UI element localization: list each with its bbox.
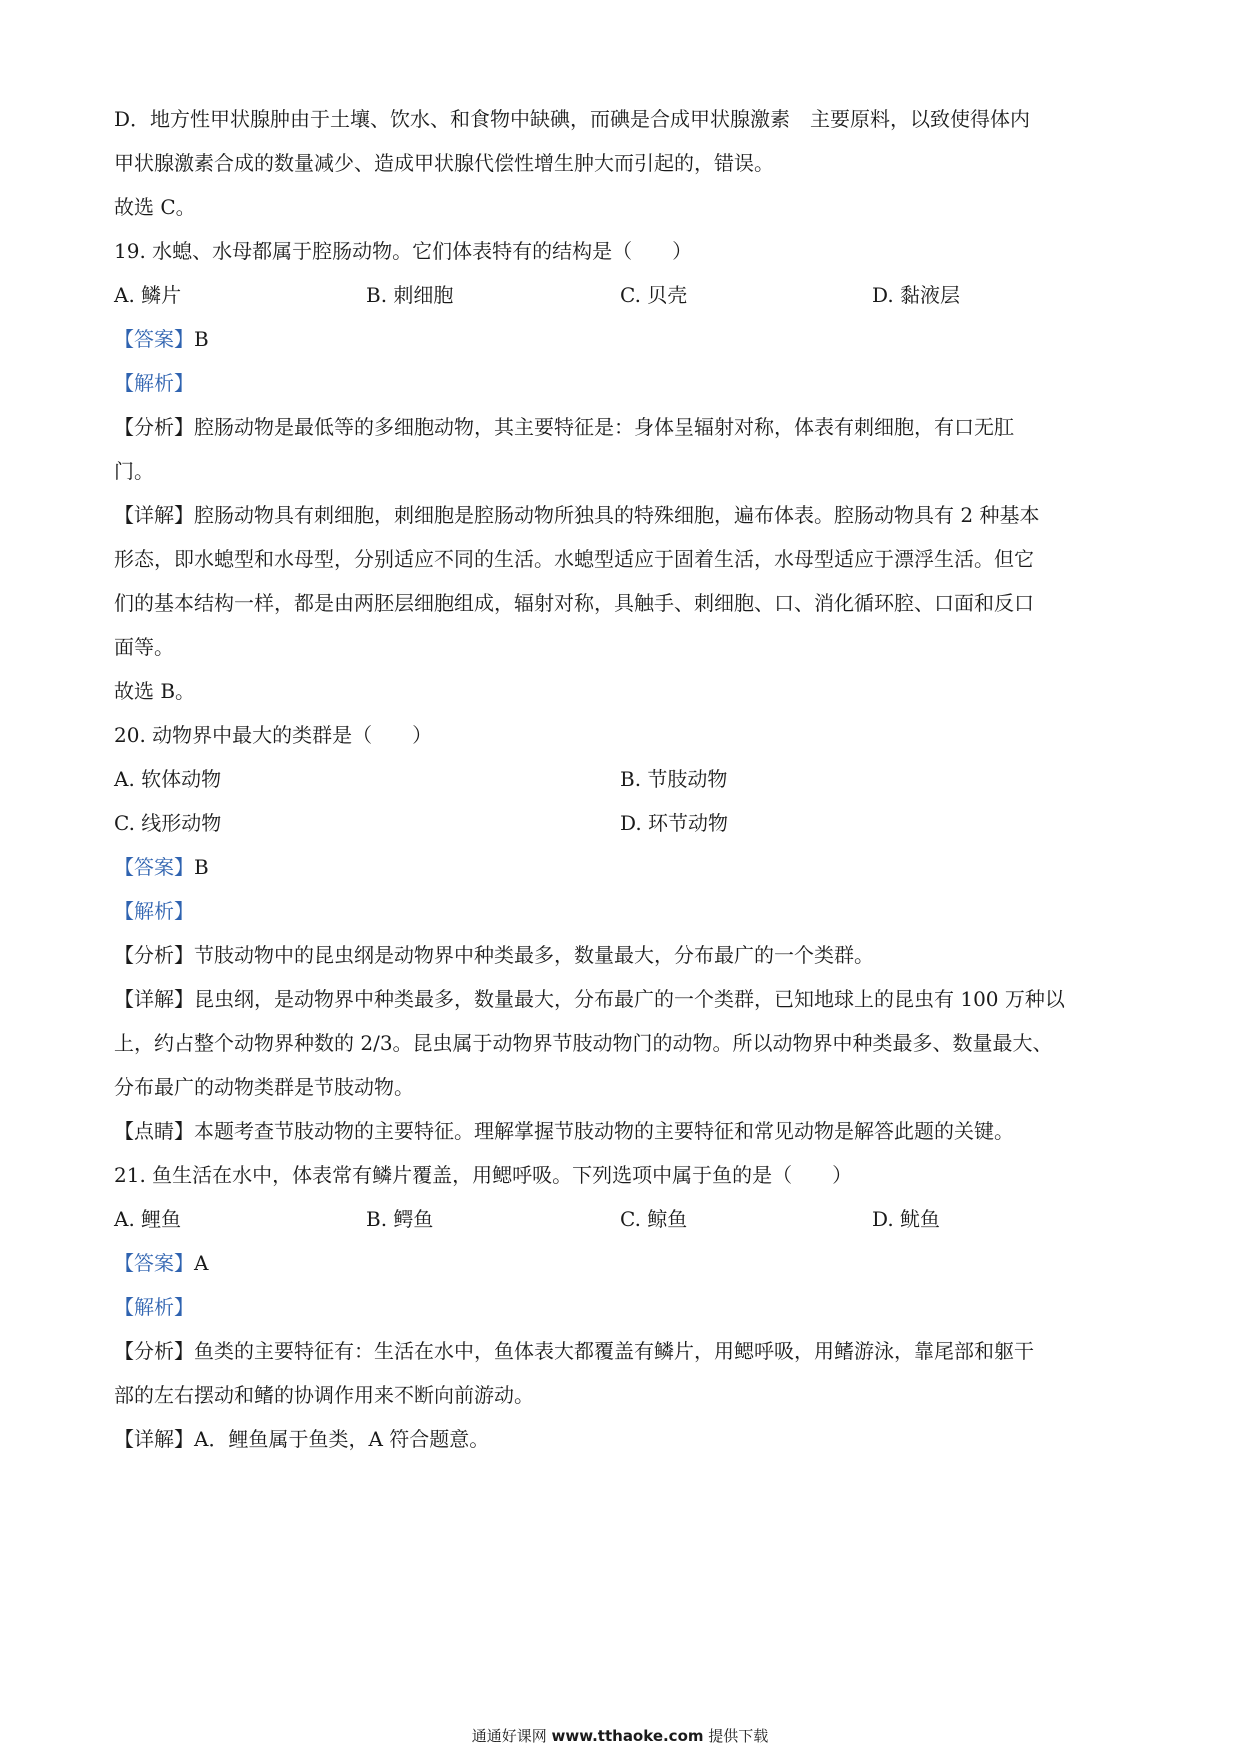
q19-option-a: A. 鳞片: [114, 283, 182, 307]
q20-option-a: A. 软体动物: [114, 767, 222, 791]
q20-dianjing: [114, 1116, 1014, 1146]
answer-tag: 【答案】: [114, 1251, 194, 1275]
fenxi-tag: 【分析】: [114, 943, 194, 967]
xiangjie-tag: 【详解】: [114, 1427, 194, 1451]
xiangjie-text: A．鲤鱼属于鱼类，A 符合题意。: [194, 1427, 490, 1451]
question-21: 21. 鱼生活在水中，体表常有鳞片覆盖，用鳃呼吸。下列选项中属于鱼的是（ ）: [114, 1163, 853, 1187]
answer-tag: 【答案】: [114, 855, 194, 879]
q20-analysis-tag: 【解析】: [114, 899, 194, 923]
xiangjie-text: 昆虫纲，是动物界中种类最多，数量最大，分布最广的一个类群，已知地球上的昆虫有 100 万种以: [194, 987, 1065, 1011]
footer-link[interactable]: www.tthaoke.com: [551, 1727, 704, 1745]
text-line: 形态，即水螅型和水母型，分别适应不同的生活。水螅型适应于固着生活，水母型适应于漂浮生活。但它: [114, 547, 1034, 571]
text-line: 面等。: [114, 635, 174, 659]
dianjing-text: 本题考查节肢动物的主要特征。理解掌握节肢动物的主要特征和常见动物是解答此题的关键。: [194, 1119, 1014, 1143]
q21-analysis-tag: 【解析】: [114, 1295, 194, 1319]
text-line: D．地方性甲状腺肿由于土壤、饮水、和食物中缺碘，而碘是合成甲状腺激素 主要原料，以致使得体内: [114, 107, 1031, 131]
fenxi-text: 腔肠动物是最低等的多细胞动物，其主要特征是：身体呈辐射对称，体表有刺细胞，有口无肛: [194, 415, 1014, 439]
text-line: 故选 C。: [114, 195, 196, 219]
q19-xiangjie: [114, 500, 1039, 530]
q21-option-b: B. 鳄鱼: [366, 1207, 434, 1231]
answer-value: A: [194, 1251, 209, 1275]
q20-option-d: D. 环节动物: [620, 811, 729, 835]
fenxi-tag: 【分析】: [114, 415, 194, 439]
q21-option-c: C. 鲸鱼: [620, 1207, 688, 1231]
answer-value: B: [194, 855, 209, 879]
q19-answer: [114, 324, 209, 354]
xiangjie-tag: 【详解】: [114, 503, 194, 527]
q19-option-d: D. 黏液层: [872, 283, 961, 307]
fenxi-text: 鱼类的主要特征有：生活在水中，鱼体表大都覆盖有鳞片，用鳃呼吸，用鳍游泳，靠尾部和躯干: [194, 1339, 1034, 1363]
text-line: 门。: [114, 459, 154, 483]
text-line: 故选 B。: [114, 679, 196, 703]
q20-xiangjie: [114, 984, 1065, 1014]
q21-option-d: D. 鱿鱼: [872, 1207, 941, 1231]
q21-fenxi: [114, 1336, 1034, 1366]
footer-site-name: 通通好课网: [471, 1727, 547, 1745]
q19-fenxi: [114, 412, 1014, 442]
text-line: 分布最广的动物类群是节肢动物。: [114, 1075, 414, 1099]
q20-fenxi: [114, 940, 874, 970]
dianjing-tag: 【点睛】: [114, 1119, 194, 1143]
q20-answer: [114, 852, 209, 882]
question-19: 19. 水螅、水母都属于腔肠动物。它们体表特有的结构是（ ）: [114, 239, 693, 263]
q19-analysis-tag: 【解析】: [114, 371, 194, 395]
answer-value: B: [194, 327, 209, 351]
q19-option-c: C. 贝壳: [620, 283, 688, 307]
text-line: 甲状腺激素合成的数量减少、造成甲状腺代偿性增生肿大而引起的，错误。: [114, 151, 774, 175]
footer-note: 提供下载: [708, 1727, 769, 1745]
q20-option-c: C. 线形动物: [114, 811, 222, 835]
q21-answer: [114, 1248, 208, 1278]
q20-option-b: B. 节肢动物: [620, 767, 728, 791]
fenxi-text: 节肢动物中的昆虫纲是动物界中种类最多，数量最大，分布最广的一个类群。: [194, 943, 874, 967]
xiangjie-text: 腔肠动物具有刺细胞，刺细胞是腔肠动物所独具的特殊细胞，遍布体表。腔肠动物具有 2 种基本: [194, 503, 1040, 527]
xiangjie-tag: 【详解】: [114, 987, 194, 1011]
q21-xiangjie: [114, 1424, 489, 1454]
answer-tag: 【答案】: [114, 327, 194, 351]
fenxi-tag: 【分析】: [114, 1339, 194, 1363]
question-20: 20. 动物界中最大的类群是（ ）: [114, 723, 433, 747]
text-line: 上，约占整个动物界种数的 2/3。昆虫属于动物界节肢动物门的动物。所以动物界中种类最多、数量最大、: [114, 1031, 1053, 1055]
page-footer: [0, 1726, 1240, 1746]
q19-option-b: B. 刺细胞: [366, 283, 454, 307]
text-line: 部的左右摆动和鳍的协调作用来不断向前游动。: [114, 1383, 534, 1407]
text-line: 们的基本结构一样，都是由两胚层细胞组成，辐射对称，具触手、刺细胞、口、消化循环腔、口面和反口: [114, 591, 1034, 615]
q21-option-a: A. 鲤鱼: [114, 1207, 182, 1231]
